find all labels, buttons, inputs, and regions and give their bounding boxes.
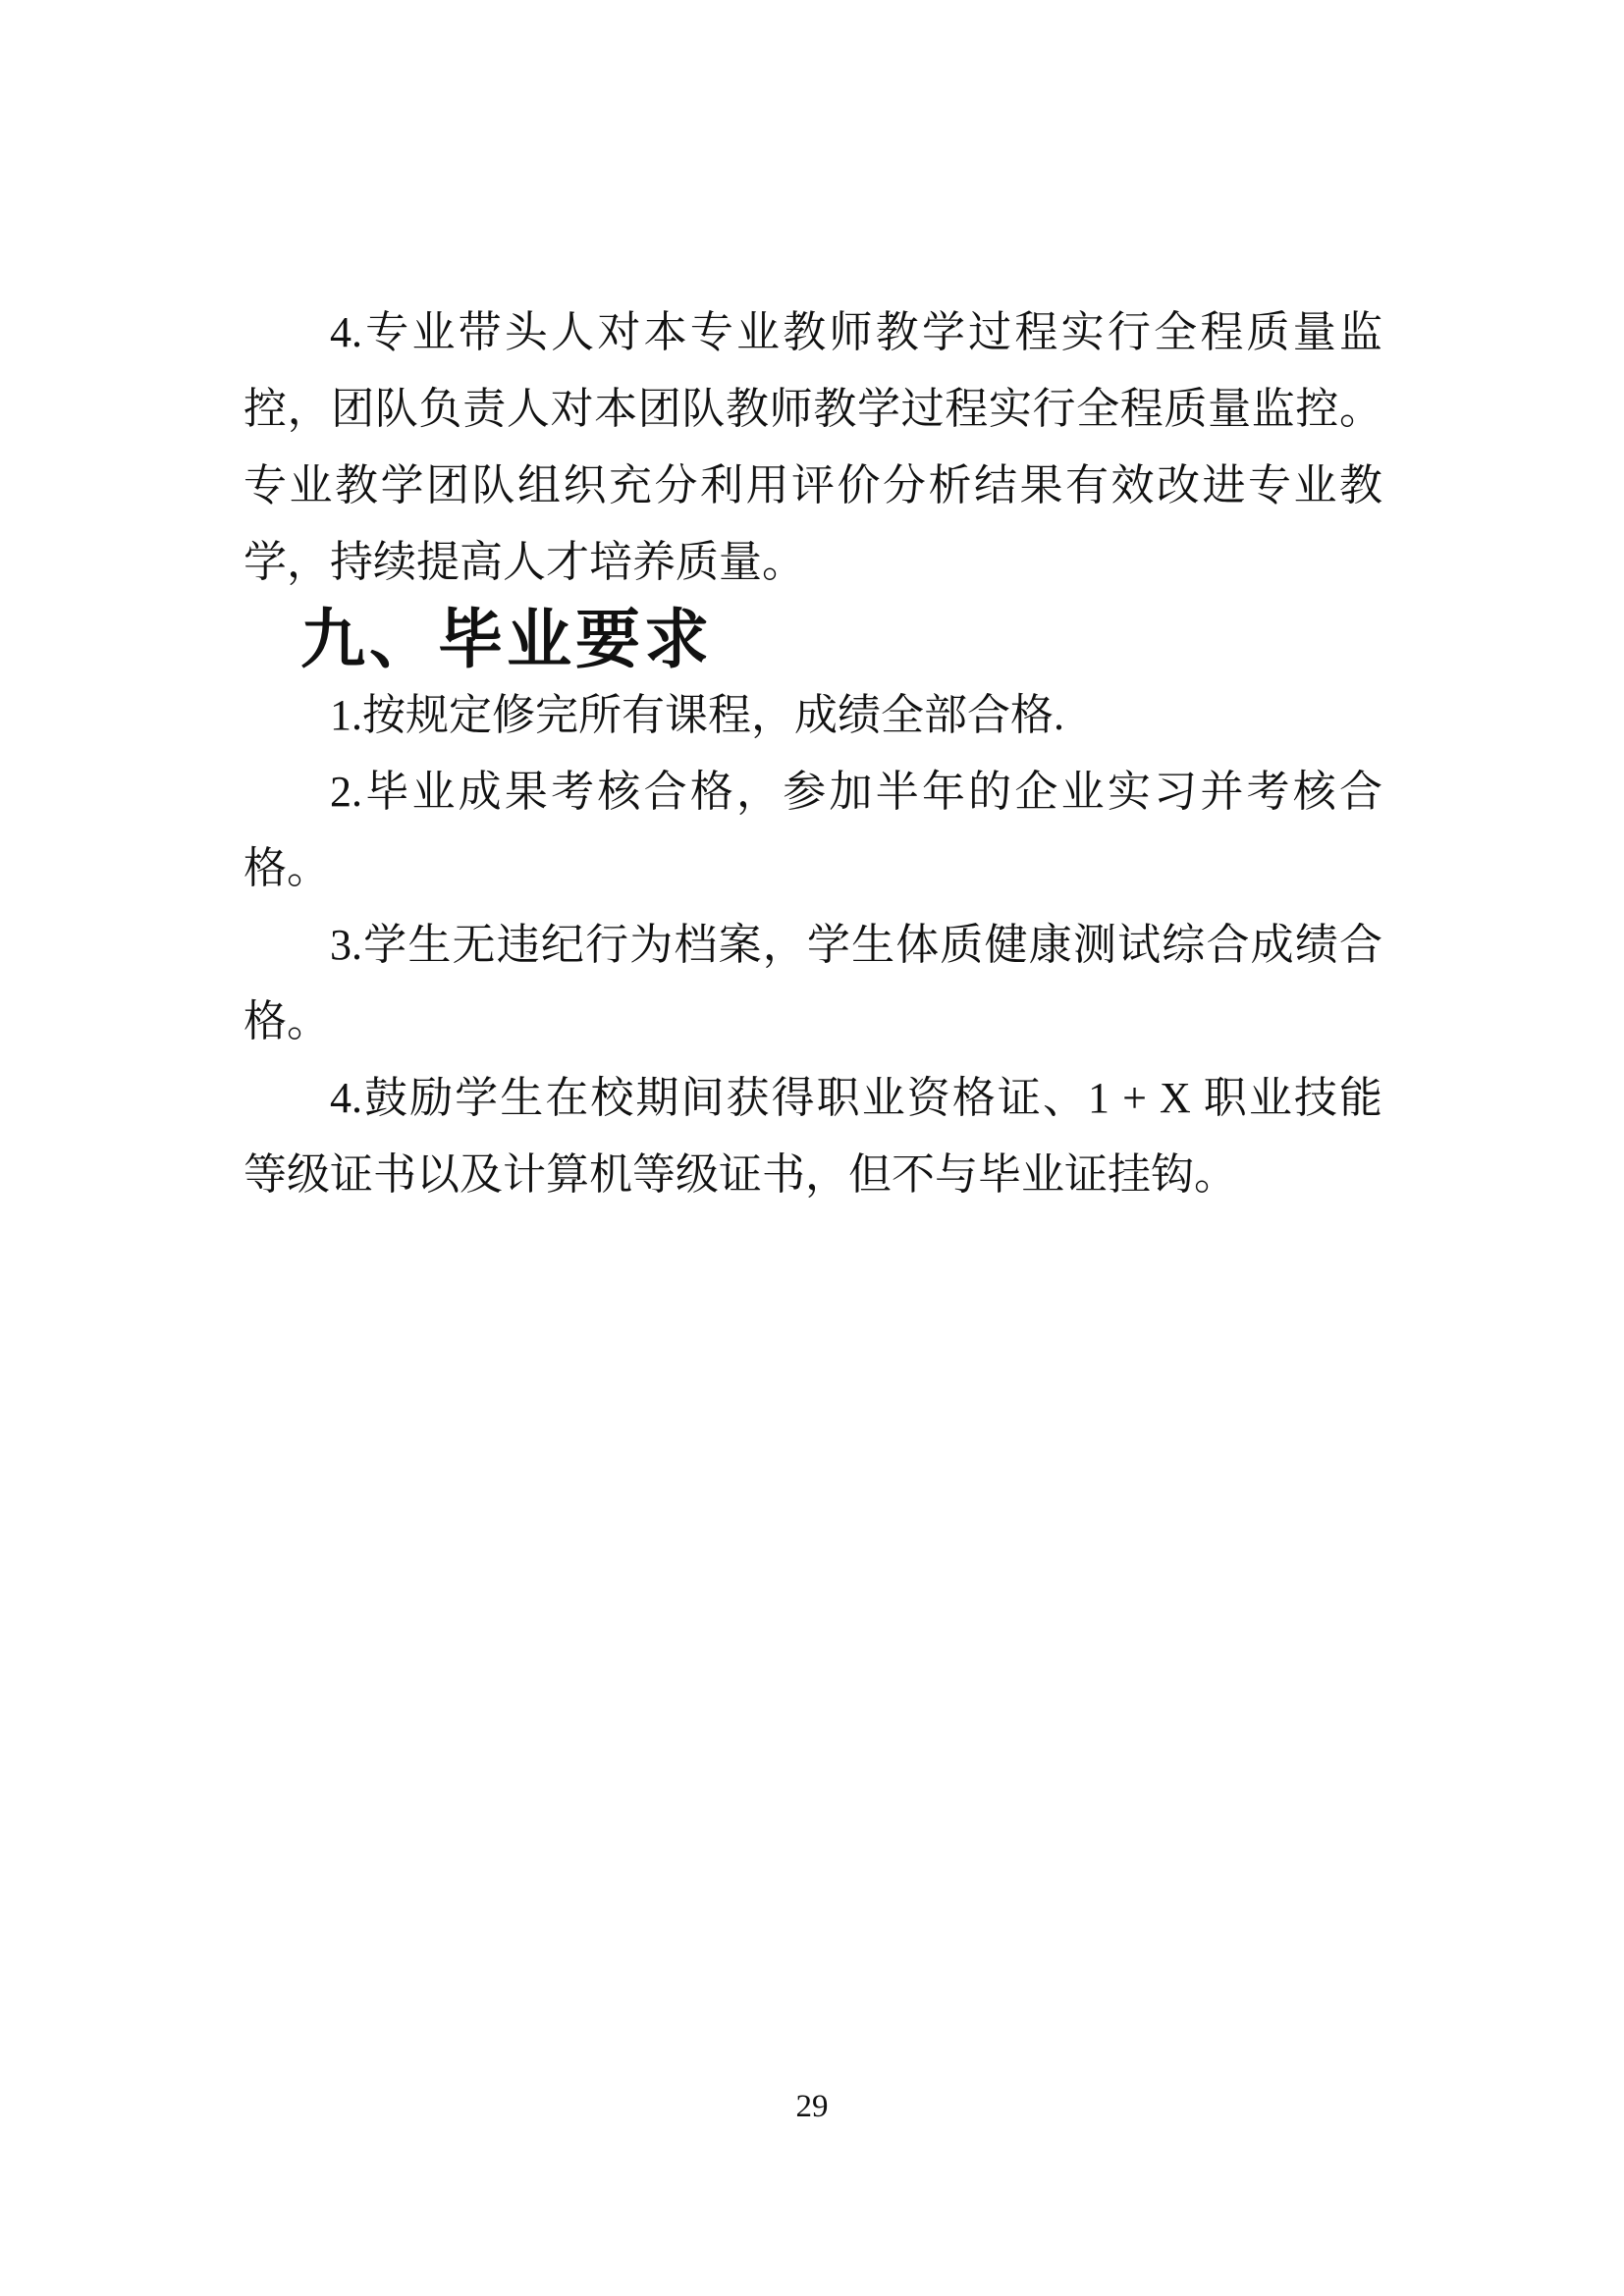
graduation-requirements-heading: 九、毕业要求 — [300, 603, 713, 675]
graduation-item-1-line-1: 1.按规定修完所有课程，成绩全部合格. — [330, 691, 1064, 739]
quality-paragraph-line-4: 学，持续提高人才培养质量。 — [244, 538, 805, 586]
graduation-item-3-line-2: 格。 — [244, 997, 330, 1045]
page-footer — [0, 2089, 1624, 2125]
document-body — [244, 294, 1382, 1213]
graduation-item-2-line-2: 格。 — [244, 844, 330, 892]
quality-paragraph-line-1: 4.专业带头人对本专业教师教学过程实行全程质量监 — [330, 308, 1382, 356]
quality-paragraph-line-2: 控，团队负责人对本团队教师教学过程实行全程质量监控。 — [244, 385, 1382, 433]
graduation-item-2-line-1: 2.毕业成果考核合格，参加半年的企业实习并考核合 — [330, 768, 1382, 816]
graduation-item-4-line-2: 等级证书以及计算机等级证书，但不与毕业证挂钩。 — [244, 1150, 1237, 1199]
graduation-item-3-line-1: 3.学生无违纪行为档案，学生体质健康测试综合成绩合 — [330, 921, 1382, 969]
graduation-item-4-line-1: 4.鼓励学生在校期间获得职业资格证、1 + X 职业技能 — [330, 1074, 1382, 1122]
quality-paragraph-line-3: 专业教学团队组织充分利用评价分析结果有效改进专业教 — [244, 461, 1382, 509]
page-number: 29 — [795, 2089, 829, 2124]
